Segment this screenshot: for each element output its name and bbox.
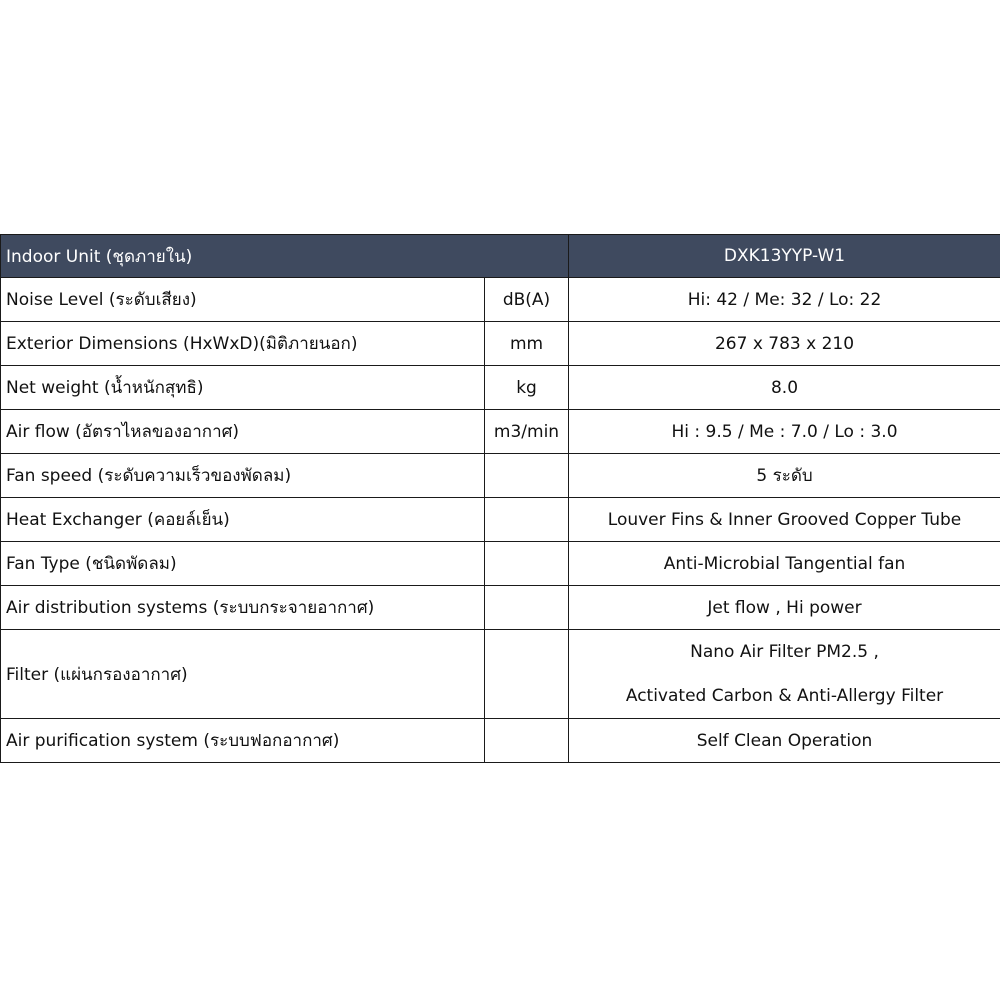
row-unit (485, 630, 569, 719)
row-unit (485, 454, 569, 498)
filter-value-line: Nano Air Filter PM2.5 , (690, 642, 879, 662)
table-row-heat-exchanger (1, 498, 1000, 542)
row-value: Hi : 9.5 / Me : 7.0 / Lo : 3.0 (569, 410, 1000, 454)
row-value: Anti-Microbial Tangential fan (569, 542, 1000, 586)
row-label: Net weight (น้ำหนักสุทธิ) (1, 366, 485, 410)
row-value: Hi: 42 / Me: 32 / Lo: 22 (569, 278, 1000, 322)
filter-value-line: Activated Carbon & Anti-Allergy Filter (625, 686, 944, 706)
table-row-noise-level (1, 278, 1000, 322)
row-label: Noise Level (ระดับเสียง) (1, 278, 485, 322)
row-value: Jet flow , Hi power (569, 586, 1000, 630)
row-unit: kg (485, 366, 569, 410)
row-unit: dB(A) (485, 278, 569, 322)
row-unit (485, 586, 569, 630)
table-row-filter (1, 630, 1000, 719)
table-row-air-purification (1, 719, 1000, 763)
row-unit (485, 498, 569, 542)
row-value: 267 x 783 x 210 (569, 322, 1000, 366)
row-label: Air purification system (ระบบฟอกอากาศ) (1, 719, 485, 763)
row-label: Fan Type (ชนิดพัดลม) (1, 542, 485, 586)
row-value: 8.0 (569, 366, 1000, 410)
table-row-net-weight (1, 366, 1000, 410)
row-label: Air distribution systems (ระบบกระจายอากาศ) (1, 586, 485, 630)
spec-table (0, 234, 1000, 763)
row-unit: m3/min (485, 410, 569, 454)
table-row-air-distribution (1, 586, 1000, 630)
header-model-number: DXK13YYP-W1 (569, 235, 1000, 278)
row-value (569, 630, 1000, 719)
row-label: Exterior Dimensions (HxWxD)(มิติภายนอก) (1, 322, 485, 366)
row-unit: mm (485, 322, 569, 366)
row-label: Air flow (อัตราไหลของอากาศ) (1, 410, 485, 454)
table-header-row (1, 235, 1000, 278)
row-value: 5 ระดับ (569, 454, 1000, 498)
table-row-fan-speed (1, 454, 1000, 498)
row-unit (485, 719, 569, 763)
row-label: Filter (แผ่นกรองอากาศ) (1, 630, 485, 719)
row-label: Heat Exchanger (คอยล์เย็น) (1, 498, 485, 542)
table-row-air-flow (1, 410, 1000, 454)
row-label: Fan speed (ระดับความเร็วของพัดลม) (1, 454, 485, 498)
row-unit (485, 542, 569, 586)
table-row-fan-type (1, 542, 1000, 586)
header-indoor-unit: Indoor Unit (ชุดภายใน) (1, 235, 569, 278)
row-value: Self Clean Operation (569, 719, 1000, 763)
row-value: Louver Fins & Inner Grooved Copper Tube (569, 498, 1000, 542)
table-row-exterior-dimensions (1, 322, 1000, 366)
